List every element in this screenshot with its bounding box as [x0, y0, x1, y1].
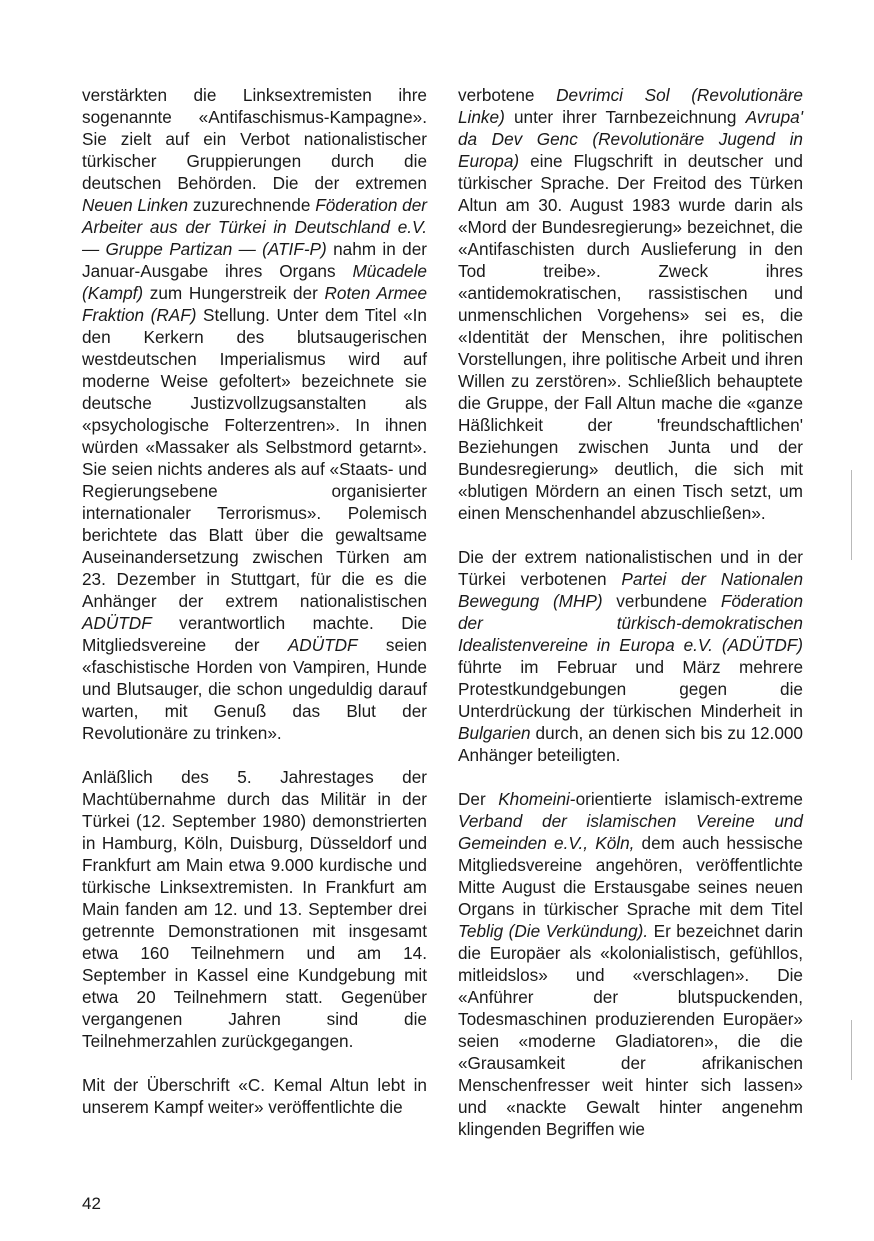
text-run: Die der extrem nationalistischen und in der Türkei verbotenen — [458, 547, 803, 589]
text-run: zuzurechnende — [188, 195, 316, 215]
text-run: Der — [458, 789, 499, 809]
paragraph-adutdf — [458, 546, 803, 766]
italic-term: Föderation der Arbeiter aus der Türkei in Deutschland e.V. — Gruppe Partizan — (ATIF-P) — [82, 195, 427, 259]
italic-term: Bulgarien — [458, 723, 531, 743]
text-run: nahm in der Januar-Ausgabe ihres Organs — [82, 239, 428, 281]
text-run: eine Flugschrift in deutscher und türkischer Sprache. Der Freitod des Türken Altun am 30. August 1983 wurde darin als «Mord der Bundesregierung» bezeichnet, die «Antifaschisten durch Auslieferung in den Tod treibe». Zweck ihres «antidemokratischen, rassistischen und unmenschlichen Vorgehens» sei es, die «Identität der Menschen, ihre politischen Vorstellungen, ihre politische Arbeit und ihren Willen zu zerstören». Schließlich behauptete die Gruppe, der Fall Altun mache die «ganze Häßlichkeit der 'freundschaftlichen' Beziehungen zwischen Junta und der Bundesregierung» deutlich, die sich mit «blutigen Mördern an einen Tisch setzt, um einen Menschenhandel abzuschließen». — [458, 151, 803, 523]
text-run: seien «faschistische Horden von Vampiren, Hunde und Blutsauger, die schon ungeduldig darauf warten, mit Genuß das Blut der Revolutionäre zu trinken». — [82, 635, 427, 743]
paragraph-altun-intro — [82, 1074, 427, 1118]
italic-term: Mücadele (Kampf) — [82, 261, 427, 303]
italic-term: ADÜTDF — [287, 635, 358, 655]
paragraph-devrimci-sol — [458, 84, 803, 524]
left-column — [82, 84, 427, 1118]
italic-term: ADÜTDF — [82, 613, 152, 633]
italic-term: Teblig (Die Verkündung). — [458, 921, 649, 941]
right-column — [458, 84, 803, 1140]
italic-term: Neuen Linken — [82, 195, 189, 215]
text-run: -orientierte islamisch-extreme — [569, 789, 803, 809]
text-run: verstärkten die Linksextremisten ihre sogenannte «Antifaschismus-Kampagne». Sie zielt auf ein Verbot nationalistischer türkischer Gruppierungen durch die deutschen Behörden. Die der extremen — [82, 85, 427, 193]
text-run: durch, an denen sich bis zu 12.000 Anhänger beteiligten. — [458, 723, 803, 765]
italic-term: Devrimci Sol (Revolutionäre Linke) — [458, 85, 803, 127]
scan-edge-mark — [851, 1020, 852, 1080]
paragraph-jahrestag — [82, 766, 427, 1052]
italic-term: Khomeini — [498, 789, 570, 809]
text-run: Er bezeichnet darin die Europäer als «kolonialistisch, gefühllos, mitleidslos» und «verschlagen». Die «Anführer der blutspuckenden, Todesmaschinen produzierenden Europäer» seien «moderne Gladiatoren», die die «Grausamkeit der afrikanischen Menschenfresser weit hinter sich lassen» und «nackte Gewalt hinter angenehm klingenden Begriffen wie — [458, 921, 803, 1139]
italic-term: Avrupa' da Dev Genc (Revolutionäre Jugend in Europa) — [458, 107, 803, 171]
text-run: zum Hungerstreik der — [143, 283, 325, 303]
text-run: Stellung. Unter dem Titel «In den Kerkern des blutsaugerischen westdeutschen Imperialismus wird auf moderne Weise gefoltert» bezeichnete sie deutsche Justizvollzugsanstalten als «psychologische Folterzentren». In ihnen würden «Massaker als Selbstmord getarnt». Sie seien nichts anderes als auf «Staats- und Regierungsebene organisierter internationaler Terrorismus». Polemisch berichtete das Blatt über die gewaltsame Auseinandersetzung zwischen Türken am 23. Dezember in Stuttgart, für die es die Anhänger der extrem nationalistischen — [82, 305, 427, 611]
text-run: Anläßlich des 5. Jahrestages der Machtübernahme durch das Militär in der Türkei (12. September 1980) demonstrierten in Hamburg, Köln, Duisburg, Düsseldorf und Frankfurt am Main etwa 9.000 kurdische und türkische Linksextremisten. In Frankfurt am Main fanden am 12. und 13. September drei getrennte Demonstrationen mit insgesamt etwa 160 Teilnehmern und am 14. September in Kassel eine Kundgebung mit etwa 20 Teilnehmern statt. Gegenüber vergangenen Jahren sind die Teilnehmerzahlen zurückgegangen. — [82, 767, 427, 1051]
paragraph-antifaschismus — [82, 84, 427, 744]
scan-edge-mark — [851, 470, 852, 560]
italic-term: Partei der Nationalen Bewegung (MHP) — [458, 569, 803, 611]
text-run: verbotene — [458, 85, 557, 105]
page-number: 42 — [82, 1194, 101, 1213]
text-run: verbundene — [602, 591, 721, 611]
text-run: verantwortlich machte. Die Mitgliedsvereine der — [82, 613, 427, 655]
text-run: führte im Februar und März mehrere Protestkundgebungen gegen die Unterdrückung der türkischen Minderheit in — [458, 657, 803, 721]
text-run: dem auch hessische Mitgliedsvereine angehören, veröffentlichte Mitte August die Erstausgabe seines neuen Organs in türkischer Sprache mit dem Titel — [458, 833, 803, 919]
italic-term: Verband der islamischen Vereine und Gemeinden e.V., Köln, — [458, 811, 803, 853]
italic-term: Roten Armee Fraktion (RAF) — [82, 283, 428, 325]
text-run: unter ihrer Tarnbezeichnung — [504, 107, 746, 127]
paragraph-khomeini — [458, 788, 803, 1140]
text-run: Mit der Überschrift «C. Kemal Altun lebt in unserem Kampf weiter» veröffentlichte die — [82, 1075, 427, 1117]
italic-term: Föderation der türkisch-demokratischen Idealistenvereine in Europa e.V. (ADÜTDF) — [458, 591, 803, 655]
